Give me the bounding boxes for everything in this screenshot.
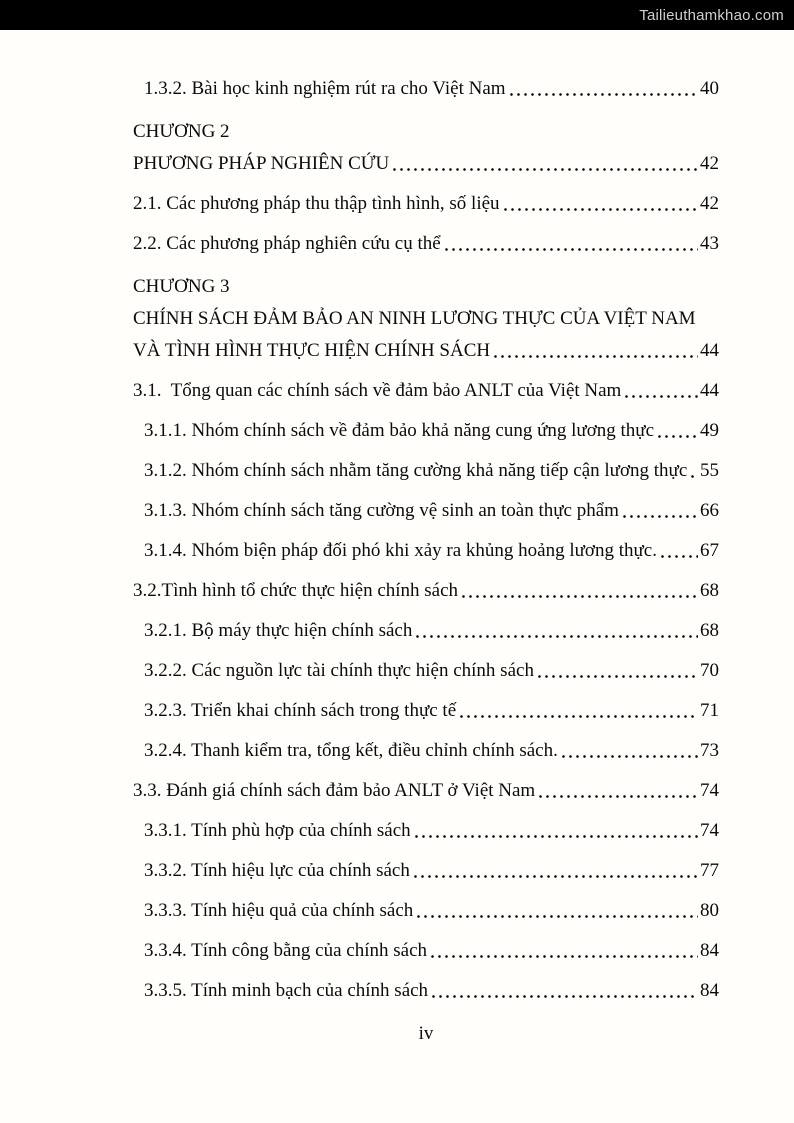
toc-entry-page-number: 42: [700, 153, 719, 174]
dotted-leader: [432, 995, 698, 998]
toc-entry: [133, 700, 719, 721]
toc-entry: [133, 500, 719, 521]
dotted-leader: [658, 435, 698, 438]
toc-entry-title: 3.1.4. Nhóm biện pháp đối phó khi xảy ra khủng hoảng lương thực.: [144, 540, 657, 561]
dotted-leader: [494, 355, 698, 358]
toc-entry: [133, 740, 719, 761]
dotted-leader: [445, 248, 698, 251]
dotted-leader: [623, 515, 698, 518]
toc-entry-page-number: 84: [700, 980, 719, 1001]
toc-entry: [133, 860, 719, 881]
dotted-leader: [414, 875, 698, 878]
toc-entry-title: 3.2.4. Thanh kiểm tra, tổng kết, điều chỉnh chính sách.: [144, 740, 558, 761]
toc-entry: [133, 540, 719, 561]
toc-entry: [133, 460, 719, 481]
toc-entry: [133, 580, 719, 601]
toc-entry-title: 3.3.3. Tính hiệu quả của chính sách: [144, 900, 414, 921]
watermark-bar: [0, 0, 794, 30]
page-number: iv: [418, 1023, 434, 1044]
toc-entry-page-number: 77: [700, 860, 719, 881]
toc-entry-page-number: 68: [700, 580, 719, 601]
dotted-leader: [538, 675, 698, 678]
toc-entry-title: 3.3.5. Tính minh bạch của chính sách: [144, 980, 429, 1001]
toc-entry-page-number: 68: [700, 620, 719, 641]
toc-entry-page-number: 84: [700, 940, 719, 961]
toc-entry-title: 3.3.2. Tính hiệu lực của chính sách: [144, 860, 410, 881]
toc-entry-page-number: 49: [700, 420, 719, 441]
dotted-leader: [460, 715, 698, 718]
toc-entry: [133, 780, 719, 801]
table-of-contents: [133, 78, 719, 1001]
toc-entry-page-number: 74: [700, 780, 719, 801]
dotted-leader: [562, 755, 698, 758]
toc-entry: [133, 380, 719, 401]
toc-entry-title: PHƯƠNG PHÁP NGHIÊN CỨU: [133, 153, 390, 174]
toc-entry-page-number: 73: [700, 740, 719, 761]
toc-entry-title: 3.3.1. Tính phù hợp của chính sách: [144, 820, 411, 841]
toc-entry-title: CHƯƠNG 3: [133, 276, 230, 297]
toc-entry: [133, 233, 719, 254]
dotted-leader: [416, 635, 698, 638]
dotted-leader: [539, 795, 698, 798]
toc-entry-title: VÀ TÌNH HÌNH THỰC HIỆN CHÍNH SÁCH: [133, 340, 491, 361]
toc-entry: [133, 308, 719, 329]
watermark-text: Tailieuthamkhao.com: [639, 6, 784, 24]
toc-entry-page-number: 80: [700, 900, 719, 921]
toc-entry-page-number: 43: [700, 233, 719, 254]
toc-entry-title: 2.1. Các phương pháp thu thập tình hình, số liệu: [133, 193, 500, 214]
toc-entry-page-number: 74: [700, 820, 719, 841]
toc-entry-title: CHƯƠNG 2: [133, 121, 230, 142]
toc-entry-title: 3.2.Tình hình tổ chức thực hiện chính sách: [133, 580, 459, 601]
toc-entry: [133, 900, 719, 921]
toc-entry: [133, 420, 719, 441]
toc-entry-page-number: 44: [700, 380, 719, 401]
toc-entry: [133, 153, 719, 174]
toc-entry-page-number: 70: [700, 660, 719, 681]
toc-entry-title: 3.3. Đánh giá chính sách đảm bảo ANLT ở Việt Nam: [133, 780, 536, 801]
dotted-leader: [625, 395, 698, 398]
toc-entry-page-number: 66: [700, 500, 719, 521]
toc-entry-title: 3.1.2. Nhóm chính sách nhằm tăng cường khả năng tiếp cận lương thực: [144, 460, 688, 481]
toc-entry-title: 2.2. Các phương pháp nghiên cứu cụ thể: [133, 233, 441, 254]
toc-entry: [133, 78, 719, 99]
page-footer: [133, 1023, 719, 1044]
toc-entry-page-number: 42: [700, 193, 719, 214]
dotted-leader: [431, 955, 698, 958]
toc-entry: [133, 121, 719, 142]
toc-entry: [133, 340, 719, 361]
toc-entry: [133, 980, 719, 1001]
dotted-leader: [691, 475, 698, 478]
dotted-leader: [462, 595, 698, 598]
toc-entry-page-number: 40: [700, 78, 719, 99]
dotted-leader: [661, 555, 698, 558]
toc-entry-title: 3.2.3. Triển khai chính sách trong thực tế: [144, 700, 457, 721]
toc-entry-page-number: 67: [700, 540, 719, 561]
toc-entry: [133, 193, 719, 214]
toc-entry-title: 3.3.4. Tính công bằng của chính sách: [144, 940, 427, 961]
dotted-leader: [510, 93, 698, 96]
dotted-leader: [417, 915, 698, 918]
toc-entry-title: 3.1.1. Nhóm chính sách về đảm bảo khả năng cung ứng lương thực: [144, 420, 655, 441]
toc-entry: [133, 660, 719, 681]
toc-entry: [133, 276, 719, 297]
toc-entry-title: 3.2.2. Các nguồn lực tài chính thực hiện chính sách: [144, 660, 534, 681]
toc-entry-page-number: 44: [700, 340, 719, 361]
toc-entry-title: 3.1. Tổng quan các chính sách về đảm bảo ANLT của Việt Nam: [133, 380, 622, 401]
toc-entry-title: 1.3.2. Bài học kinh nghiệm rút ra cho Việt Nam: [144, 78, 506, 99]
dotted-leader: [415, 835, 698, 838]
toc-entry-page-number: 71: [700, 700, 719, 721]
toc-entry: [133, 940, 719, 961]
toc-entry-title: 3.1.3. Nhóm chính sách tăng cường vệ sinh an toàn thực phẩm: [144, 500, 619, 521]
toc-entry-page-number: 55: [700, 460, 719, 481]
toc-entry: [133, 620, 719, 641]
dotted-leader: [504, 208, 698, 211]
toc-entry-title: CHÍNH SÁCH ĐẢM BẢO AN NINH LƯƠNG THỰC CỦA VIỆT NAM: [133, 308, 696, 329]
toc-entry-title: 3.2.1. Bộ máy thực hiện chính sách: [144, 620, 413, 641]
toc-entry: [133, 820, 719, 841]
dotted-leader: [393, 168, 698, 171]
